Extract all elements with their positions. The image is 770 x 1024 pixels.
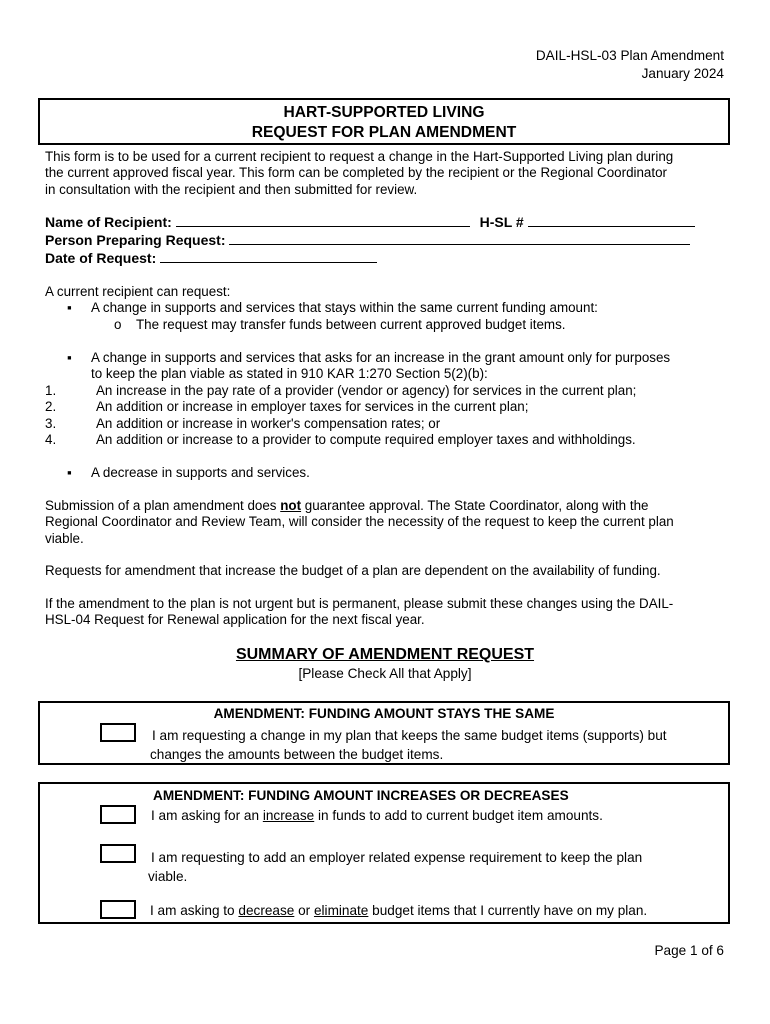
checkbox-decrease[interactable]: [100, 900, 136, 919]
box-heading: AMENDMENT: FUNDING AMOUNT STAYS THE SAME: [213, 706, 555, 721]
title-line-1: HART-SUPPORTED LIVING: [283, 104, 485, 121]
sub-bullet-transfer: The request may transfer funds between current approved budget items.: [136, 317, 566, 332]
intro-line: the current approved fiscal year. This form can be completed by the recipient or the Regional Coordinator: [45, 165, 668, 181]
recipient-label: Name of Recipient:: [45, 214, 172, 230]
option-underline: increase: [262, 808, 315, 823]
renewal-line: HSL-04 Request for Renewal application for the next fiscal year.: [45, 612, 425, 628]
form-id: DAIL-HSL-03 Plan Amendment: [535, 48, 724, 63]
bullet-increase: [91, 350, 731, 383]
recipient-field: [45, 214, 695, 230]
intro-line: This form is to be used for a current recipient to request a change in the Hart-Supported Living plan during: [45, 149, 674, 164]
submission-emphasis: not: [280, 498, 302, 513]
amendment-same-box: [38, 701, 730, 765]
hsl-label: H-SL #: [479, 214, 524, 230]
date-label: Date of Request:: [45, 250, 157, 266]
checkbox-same-funding[interactable]: [100, 723, 136, 742]
title-line-2: REQUEST FOR PLAN AMENDMENT: [251, 124, 517, 141]
date-input-line[interactable]: [160, 250, 377, 263]
intro-paragraph: [45, 149, 725, 198]
page-number: Page 1 of 6: [654, 943, 724, 958]
preparer-label: Person Preparing Request:: [45, 232, 226, 248]
bullet-marker: ▪: [67, 465, 72, 480]
submission-line: Regional Coordinator and Review Team, will consider the necessity of the request to keep the current plan: [45, 514, 674, 530]
option-text: I am asking for an: [151, 808, 263, 823]
numbered-item: An addition or increase in employer taxes for services in the current plan;: [96, 399, 529, 414]
list-number: 1.: [45, 383, 57, 398]
submission-text: guarantee approval. The State Coordinator, along with the: [301, 498, 649, 513]
option-employer-expense: [148, 848, 642, 886]
form-date: January 2024: [641, 66, 724, 81]
preparer-input-line[interactable]: [229, 232, 690, 245]
submission-line: viable.: [45, 530, 84, 546]
list-number: 4.: [45, 432, 57, 447]
summary-title: SUMMARY OF AMENDMENT REQUEST: [235, 646, 535, 663]
bullet-increase-line: A change in supports and services that asks for an increase in the grant amount only for purposes: [91, 350, 671, 365]
option-line: I am requesting to add an employer related expense requirement to keep the plan: [151, 850, 643, 865]
option-underline: eliminate: [313, 903, 369, 918]
bullet-marker: ▪: [67, 350, 72, 365]
submission-paragraph: [45, 498, 725, 547]
amendment-change-box: [38, 782, 730, 924]
option-text: budget items that I currently have on my plan.: [368, 903, 648, 918]
renewal-line: If the amendment to the plan is not urgent but is permanent, please submit these changes using the DAIL-: [45, 596, 674, 611]
option-line: changes the amounts between the budget items.: [150, 747, 444, 762]
hsl-input-line[interactable]: [528, 214, 695, 227]
bullet-increase-line: to keep the plan viable as stated in 910 KAR 1:270 Section 5(2)(b):: [91, 366, 488, 382]
bullet-marker: ▪: [67, 300, 72, 315]
option-text: I am asking to: [150, 903, 239, 918]
numbered-item: An increase in the pay rate of a provider (vendor or agency) for services in the current plan;: [96, 383, 637, 398]
preparer-field: [45, 232, 690, 248]
option-line: viable.: [148, 869, 188, 884]
request-intro: A current recipient can request:: [45, 284, 231, 299]
bullet-decrease: A decrease in supports and services.: [91, 465, 310, 480]
sub-bullet-marker: o: [114, 317, 122, 332]
summary-subtitle: [Please Check All that Apply]: [298, 666, 472, 681]
list-number: 2.: [45, 399, 57, 414]
intro-line: in consultation with the recipient and then submitted for review.: [45, 181, 418, 197]
option-increase: [151, 808, 603, 823]
numbered-item: An addition or increase to a provider to compute required employer taxes and withholdings.: [96, 432, 636, 447]
recipient-input-line[interactable]: [176, 214, 470, 227]
option-underline: decrease: [238, 903, 295, 918]
date-field: [45, 250, 377, 266]
renewal-paragraph: [45, 596, 725, 629]
checkbox-increase[interactable]: [100, 805, 136, 824]
title-box: [38, 98, 730, 145]
submission-text: Submission of a plan amendment does: [45, 498, 281, 513]
option-text: in funds to add to current budget item amounts.: [314, 808, 603, 823]
list-number: 3.: [45, 416, 57, 431]
option-text: or: [294, 903, 314, 918]
numbered-item: An addition or increase in worker's compensation rates; or: [96, 416, 441, 431]
option-same-funding: [150, 726, 667, 764]
bullet-same-funding: A change in supports and services that stays within the same current funding amount:: [91, 300, 598, 315]
option-decrease: [150, 903, 647, 918]
box-heading: AMENDMENT: FUNDING AMOUNT INCREASES OR DECREASES: [153, 788, 569, 803]
option-line: I am requesting a change in my plan that keeps the same budget items (supports) but: [152, 728, 667, 743]
budget-note: Requests for amendment that increase the budget of a plan are dependent on the availability of funding.: [45, 563, 661, 578]
form-header: [536, 47, 724, 83]
checkbox-employer-expense[interactable]: [100, 844, 136, 863]
